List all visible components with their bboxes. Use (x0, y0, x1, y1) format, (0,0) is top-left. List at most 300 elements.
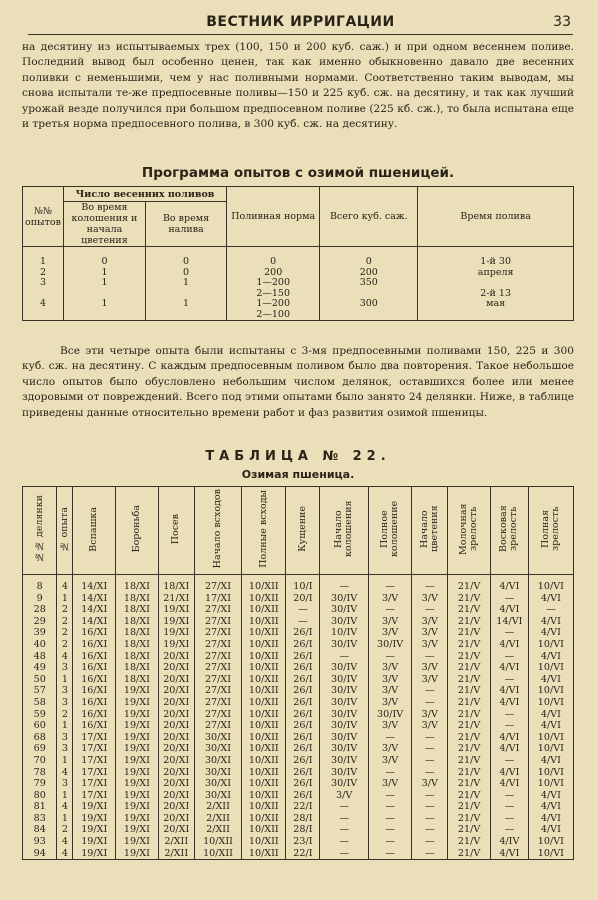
table-cell: 4/VI (491, 732, 529, 744)
table-cell: — (412, 755, 448, 767)
table-cell: 14/VI (491, 616, 529, 628)
table-cell: 30/IV (320, 639, 368, 651)
table-cell: 10/XII (242, 581, 286, 593)
table-cell: 1 (57, 755, 73, 767)
table-cell: 20/XI (158, 732, 194, 744)
table-cell: 18/XI (116, 581, 159, 593)
table-cell: 10/XII (242, 639, 286, 651)
table-cell: 21/V (448, 778, 491, 790)
table-cell: 10/XII (242, 732, 286, 744)
table-cell-time: 2-й 13 (418, 289, 574, 300)
table-cell: 10/XII (242, 627, 286, 639)
col-header-norm: Поливная норма (227, 187, 320, 247)
table-cell: 69 (23, 743, 57, 755)
table-cell: 50 (23, 674, 57, 686)
table-cell: 19/XI (73, 813, 116, 825)
table-cell: 18/XI (116, 639, 159, 651)
table-cell-time: 1-й 30 (418, 257, 574, 268)
table-cell: 10/VI (528, 767, 573, 779)
journal-title: ВЕСТНИК ИРРИГАЦИИ (206, 14, 395, 30)
table-cell: — (320, 581, 368, 593)
column-header-label: Посев (170, 513, 182, 545)
table-cell: 3 (57, 732, 73, 744)
table-cell: 3/V (412, 639, 448, 651)
table-cell: 10/IV (320, 627, 368, 639)
table-cell: — (368, 732, 412, 744)
table-cell: 3/V (412, 709, 448, 721)
table-cell: 30/IV (320, 767, 368, 779)
table-cell: — (412, 604, 448, 616)
table-cell: 19/XI (116, 720, 159, 732)
table-cell-fill: 1 (145, 278, 226, 289)
table-cell: 3/V (368, 697, 412, 709)
table-cell: 26/I (286, 755, 320, 767)
table-cell-no: 4 (23, 299, 64, 310)
table-cell: 10/VI (528, 836, 573, 848)
phenology-table (22, 486, 574, 860)
table-cell: 93 (23, 836, 57, 848)
table-cell: 26/I (286, 790, 320, 802)
table-cell: 26/I (286, 627, 320, 639)
col-header-time: Время полива (418, 187, 574, 247)
table-cell: 4/VI (528, 627, 573, 639)
table-cell: 4 (57, 836, 73, 848)
table-cell: 21/XI (158, 593, 194, 605)
column-header-label: №№ делянки (33, 495, 45, 563)
table-cell: — (368, 767, 412, 779)
table-cell-norm: 2—150 (227, 289, 320, 300)
table-cell: 17/XI (194, 593, 241, 605)
table-row (23, 732, 574, 744)
table-cell: 16/XI (73, 709, 116, 721)
table-cell: 27/XI (194, 627, 241, 639)
table-cell: 26/I (286, 732, 320, 744)
table-cell: 1 (57, 813, 73, 825)
table-cell: 30/IV (320, 709, 368, 721)
column-header (73, 487, 116, 575)
table-cell: 10/XII (242, 662, 286, 674)
table-cell: 20/XI (158, 813, 194, 825)
table-cell: 30/IV (320, 755, 368, 767)
table-cell: 20/XI (158, 651, 194, 663)
table-cell: 3/V (320, 790, 368, 802)
table-subtitle: Озимая пшеница. (241, 468, 355, 481)
table-cell: 60 (23, 720, 57, 732)
table-cell: 20/XI (158, 824, 194, 836)
column-header (158, 487, 194, 575)
table-cell: 20/XI (158, 685, 194, 697)
table-cell: 4/VI (528, 824, 573, 836)
table-cell: 3/V (368, 593, 412, 605)
table-row (23, 299, 574, 310)
table-cell: 83 (23, 813, 57, 825)
table-cell: 17/XI (73, 767, 116, 779)
table-cell: 19/XI (158, 627, 194, 639)
table-cell: 4/VI (491, 639, 529, 651)
table-cell: 14/XI (73, 604, 116, 616)
table-cell: 30/IV (320, 697, 368, 709)
table-cell: 3 (57, 662, 73, 674)
table-cell: 4/VI (528, 674, 573, 686)
table-cell: 30/XI (194, 732, 241, 744)
column-header (412, 487, 448, 575)
table-cell: 4/VI (528, 593, 573, 605)
table-cell: 27/XI (194, 674, 241, 686)
table-cell: 16/XI (73, 720, 116, 732)
table-cell: 4/VI (528, 755, 573, 767)
table-cell: 17/XI (73, 732, 116, 744)
table-cell: 21/V (448, 755, 491, 767)
col-header-group: Число весенних поливов (63, 187, 226, 202)
table-cell: 3/V (368, 674, 412, 686)
table-cell: 30/IV (320, 732, 368, 744)
table-cell: 20/XI (158, 743, 194, 755)
table-cell: 26/I (286, 697, 320, 709)
table-cell: 20/XI (158, 767, 194, 779)
table-cell: — (491, 651, 529, 663)
table-cell: 21/V (448, 813, 491, 825)
table-cell: 19/XI (73, 824, 116, 836)
table-cell-no: 3 (23, 278, 64, 289)
table-cell: 30/XI (194, 790, 241, 802)
table-cell: — (368, 836, 412, 848)
table-row (23, 743, 574, 755)
table-cell: — (286, 604, 320, 616)
table-cell: 4 (57, 651, 73, 663)
table-cell: 20/XI (158, 755, 194, 767)
table-cell: 21/V (448, 801, 491, 813)
table-cell: 30/IV (320, 604, 368, 616)
table-cell: 4/VI (528, 720, 573, 732)
column-header (23, 487, 57, 575)
table-cell: — (368, 604, 412, 616)
table-cell: 18/XI (116, 616, 159, 628)
table-cell: — (368, 651, 412, 663)
table-row (23, 720, 574, 732)
table-cell: 2 (57, 604, 73, 616)
table-row (23, 790, 574, 802)
table-cell: 19/XI (158, 639, 194, 651)
column-header-label: Начало колошения (333, 500, 355, 558)
table-cell: 21/V (448, 848, 491, 860)
table-cell: 21/V (448, 593, 491, 605)
table-row (23, 824, 574, 836)
table-cell-bloom: 1 (63, 299, 145, 310)
table-cell: 20/XI (158, 720, 194, 732)
table-cell: 26/I (286, 674, 320, 686)
table-cell: 21/V (448, 697, 491, 709)
table-cell: 4/VI (491, 848, 529, 860)
table-row (23, 616, 574, 628)
table-cell: — (491, 801, 529, 813)
table-cell: 21/V (448, 662, 491, 674)
table-cell: 20/XI (158, 697, 194, 709)
table-cell: 19/XI (116, 755, 159, 767)
table-cell: — (412, 732, 448, 744)
table-row (23, 257, 574, 268)
table-cell: 21/V (448, 709, 491, 721)
table-cell: 2/XII (194, 813, 241, 825)
table-cell: 27/XI (194, 709, 241, 721)
table-cell: 79 (23, 778, 57, 790)
table-row (23, 836, 574, 848)
table-cell: 70 (23, 755, 57, 767)
column-header (491, 487, 529, 575)
table-cell: — (412, 836, 448, 848)
table-cell: 21/V (448, 674, 491, 686)
table-cell-norm: 0 (227, 257, 320, 268)
table-cell: 3/V (368, 685, 412, 697)
column-header-label: Начало цветения (418, 505, 440, 553)
table-cell: — (368, 581, 412, 593)
table-cell: 19/XI (116, 709, 159, 721)
table-cell: — (412, 801, 448, 813)
table-cell: 19/XI (158, 604, 194, 616)
table-cell: — (412, 685, 448, 697)
table-cell: 21/V (448, 732, 491, 744)
table-cell: 4/VI (491, 662, 529, 674)
table-row (23, 581, 574, 593)
table-cell: 21/V (448, 581, 491, 593)
table-cell: 19/XI (116, 848, 159, 860)
table-cell: 81 (23, 801, 57, 813)
table-cell: 4/VI (491, 767, 529, 779)
table-cell: 10/XII (242, 685, 286, 697)
table-cell: 20/I (286, 593, 320, 605)
table-cell: 10/XII (242, 813, 286, 825)
table-cell: — (412, 813, 448, 825)
table-cell: 4/VI (528, 813, 573, 825)
table-cell: 59 (23, 709, 57, 721)
table-cell: 16/XI (73, 674, 116, 686)
table-cell: 26/I (286, 743, 320, 755)
table-cell: 14/XI (73, 593, 116, 605)
table-cell: 2/XII (194, 801, 241, 813)
table-cell: 26/I (286, 778, 320, 790)
table-cell: 57 (23, 685, 57, 697)
table-cell: 26/I (286, 685, 320, 697)
table-cell: 3/V (368, 616, 412, 628)
table-cell: — (491, 593, 529, 605)
table-cell: 16/XI (73, 697, 116, 709)
column-header (116, 487, 159, 575)
table-cell-total: 200 (320, 268, 418, 279)
table-cell: 20/XI (158, 709, 194, 721)
column-header (57, 487, 73, 575)
table-cell-fill: 1 (145, 299, 226, 310)
table-cell: 80 (23, 790, 57, 802)
table-cell: 84 (23, 824, 57, 836)
table-cell: 21/V (448, 651, 491, 663)
table-cell: 17/XI (73, 743, 116, 755)
program-table-body (23, 247, 574, 321)
table-cell: 9 (23, 593, 57, 605)
table-cell: 78 (23, 767, 57, 779)
table-cell: 3/V (412, 778, 448, 790)
table-row (23, 604, 574, 616)
table-cell-norm: 200 (227, 268, 320, 279)
table-cell: 3/V (368, 743, 412, 755)
table-cell: 20/XI (158, 662, 194, 674)
table-cell: 21/V (448, 836, 491, 848)
table-cell-bloom: 1 (63, 268, 145, 279)
phenology-header-row (23, 487, 574, 575)
table-cell: 26/I (286, 639, 320, 651)
table-cell: 30/IV (320, 593, 368, 605)
table-cell: 29 (23, 616, 57, 628)
table-cell: 28 (23, 604, 57, 616)
table-cell: 30/IV (320, 662, 368, 674)
table-cell: 20/XI (158, 778, 194, 790)
table-cell: 21/V (448, 720, 491, 732)
column-header (194, 487, 241, 575)
table-cell: 1 (57, 790, 73, 802)
table-cell-time: апреля (418, 268, 574, 279)
table-cell-bloom: 1 (63, 278, 145, 289)
table-row (23, 685, 574, 697)
table-cell: 4/VI (491, 743, 529, 755)
table-cell: 2 (57, 709, 73, 721)
table-cell: 20/XI (158, 790, 194, 802)
table-cell: 21/V (448, 639, 491, 651)
table-cell: 10/XII (242, 651, 286, 663)
table-cell: 27/XI (194, 685, 241, 697)
table-cell: 10/XII (242, 604, 286, 616)
table-cell: 10/XII (242, 790, 286, 802)
table-row (23, 697, 574, 709)
column-header-label: Бороньба (130, 505, 142, 553)
table-cell: 68 (23, 732, 57, 744)
program-table (22, 186, 574, 321)
table-cell: 10/XII (242, 848, 286, 860)
table-cell-fill: 0 (145, 268, 226, 279)
table-cell: 1 (57, 593, 73, 605)
table-cell: 3 (57, 685, 73, 697)
table-cell: 30/XI (194, 778, 241, 790)
table-cell: 19/XI (116, 824, 159, 836)
table-cell: 30/XI (194, 755, 241, 767)
table-cell: 10/XII (242, 743, 286, 755)
table-cell: 18/XI (116, 627, 159, 639)
running-header (28, 12, 573, 35)
table-cell-total: 0 (320, 257, 418, 268)
table-cell: 10/VI (528, 639, 573, 651)
table-cell: 19/XI (73, 801, 116, 813)
table-cell: 4/VI (528, 709, 573, 721)
table-cell: 18/XI (116, 651, 159, 663)
table-cell: 3/V (368, 778, 412, 790)
table-row (23, 801, 574, 813)
table-cell-time: мая (418, 299, 574, 310)
table-cell: 22/I (286, 801, 320, 813)
table-cell: 48 (23, 651, 57, 663)
table-cell: 4/VI (491, 697, 529, 709)
table-cell: 21/V (448, 616, 491, 628)
table-cell: 14/XI (73, 616, 116, 628)
table-cell-fill (145, 310, 226, 321)
table-cell: 40 (23, 639, 57, 651)
table-cell: 27/XI (194, 604, 241, 616)
table-cell: 2 (57, 639, 73, 651)
table-cell: 2/XII (158, 848, 194, 860)
table-cell: 30/IV (320, 616, 368, 628)
table-cell: — (412, 848, 448, 860)
column-header-label: Начало всходов (211, 489, 223, 569)
table-cell: 10/XII (242, 767, 286, 779)
table-cell: 10/I (286, 581, 320, 593)
table-cell: 22/I (286, 848, 320, 860)
column-header-label: Полная зрелость (539, 506, 561, 552)
table-cell: 4 (57, 801, 73, 813)
column-header (368, 487, 412, 575)
table-cell: 20/XI (158, 674, 194, 686)
table-cell: 49 (23, 662, 57, 674)
table-cell: — (320, 801, 368, 813)
table-cell: 28/I (286, 813, 320, 825)
table-cell: 4/VI (491, 581, 529, 593)
table-cell: 10/VI (528, 697, 573, 709)
table-cell: — (368, 801, 412, 813)
table-cell: 21/V (448, 790, 491, 802)
table-cell: 30/IV (320, 674, 368, 686)
table-cell: 2 (57, 616, 73, 628)
table-cell: 4/VI (528, 801, 573, 813)
table-cell: 10/XII (242, 593, 286, 605)
table-cell: — (320, 651, 368, 663)
table-cell: 17/XI (73, 790, 116, 802)
table-cell: 10/VI (528, 778, 573, 790)
table-cell: — (412, 743, 448, 755)
table-cell: 3/V (412, 720, 448, 732)
table-cell: 4/VI (528, 651, 573, 663)
table-cell-time (418, 310, 574, 321)
table-cell: — (412, 824, 448, 836)
col-header-bloom: Во время колошения и начала цветения (63, 202, 145, 247)
column-header (448, 487, 491, 575)
table-cell: 10/XII (242, 697, 286, 709)
table-cell: 3/V (412, 674, 448, 686)
table-cell: 21/V (448, 604, 491, 616)
table-cell-norm: 2—100 (227, 310, 320, 321)
table-cell: 26/I (286, 651, 320, 663)
table-cell: 21/V (448, 627, 491, 639)
table-cell: 16/XI (73, 662, 116, 674)
table-cell-no: 1 (23, 257, 64, 268)
table-cell: 19/XI (73, 848, 116, 860)
table-row (23, 278, 574, 289)
table-cell: 18/XI (158, 581, 194, 593)
paragraph-intro: на десятину из испытываемых трех (100, 150 и 200 куб. саж.) и при одном весеннем поливе. Последний вывод был особенно ценен, так как именно обыкновенно давало две весенних поливки с неменьшими, чем у нас поливными нормами. Соответственно таким выводам, мы снова испытали те-же предпосевные поливы—150 и 225 куб. сж. на десятину, и так как лучший урожай везде получился при большом предпосевном поливе (225 кб. сж.), то была испытана еще и третья норма предпосевного полива, в 300 куб. сж. на десятину. (22, 41, 574, 131)
table-cell: 2 (57, 824, 73, 836)
table-cell: 14/XI (73, 581, 116, 593)
column-header-label: Восковая зрелость (498, 505, 520, 553)
table-cell: 27/XI (194, 651, 241, 663)
table-cell: 10/XII (242, 824, 286, 836)
table-cell: 19/XI (158, 616, 194, 628)
table-cell: 3/V (368, 755, 412, 767)
table-cell: 10/XII (242, 616, 286, 628)
table-cell: 94 (23, 848, 57, 860)
table-cell-total: 300 (320, 299, 418, 310)
table-cell: — (491, 824, 529, 836)
table-cell: — (320, 848, 368, 860)
table-cell: 3/V (412, 662, 448, 674)
table-cell: 30/IV (320, 685, 368, 697)
table-cell: 16/XI (73, 639, 116, 651)
column-header-label: № опыта (58, 506, 70, 552)
table-cell: — (368, 790, 412, 802)
table-cell: 4 (57, 848, 73, 860)
